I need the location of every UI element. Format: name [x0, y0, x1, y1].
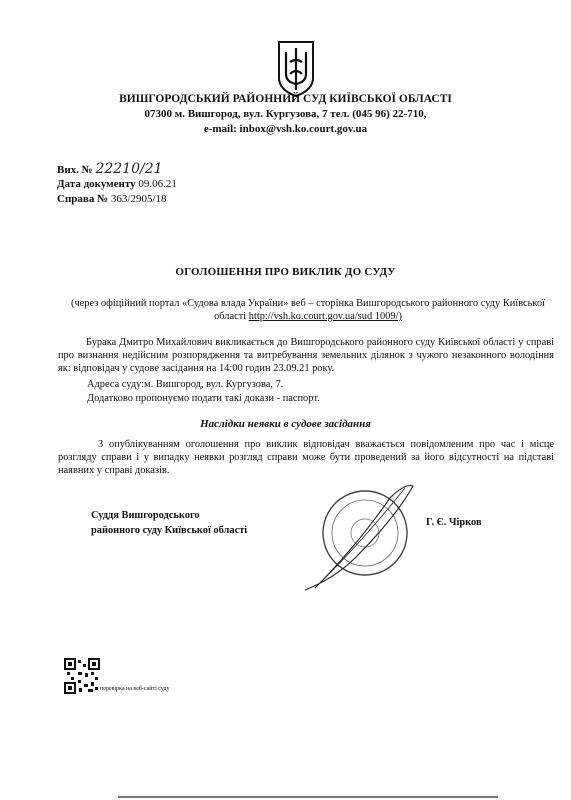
portal-note: [62, 297, 554, 323]
consequences-heading: Наслідки неявки в судове засідання: [200, 418, 371, 430]
outgoing-number-line: [57, 161, 163, 177]
evidence-line: Додатково пропонуємо подати такі докази - паспорт.: [87, 393, 320, 404]
judge-title-line1: Суддя Вишгородського: [91, 510, 200, 521]
judge-title: [91, 508, 247, 538]
consequences-paragraph: З опублікуванням оголошення про виклик відповідач вважається повідомленим про час і місце розгляду справи і у випадку неявки розгляд справи може бути проведений за його відсутності на підставі наявних у справі доказів.: [58, 439, 554, 476]
judge-title-line2: районного суду Київської області: [91, 525, 248, 536]
court-address-line: Адреса суду:м. Вишгород, вул. Кургузова, 7.: [87, 379, 284, 390]
court-name: ВИШГОРОДСЬКИЙ РАЙОННИЙ СУД КИЇВСЬКОЇ ОБЛАСТІ: [119, 93, 452, 105]
scan-edge-line: [118, 796, 498, 798]
coat-of-arms-icon: [276, 40, 316, 98]
outgoing-label: Вих. №: [57, 164, 93, 176]
document-date-value: 09.06.21: [138, 178, 177, 190]
document-date-line: [57, 178, 177, 190]
document-date-label: Дата документу: [57, 178, 136, 190]
case-number-label: Справа №: [57, 193, 109, 205]
court-email: e-mail: inbox@vsh.ko.court.gov.ua: [203, 123, 368, 135]
qr-verification-note: перевірка на веб-сайті суду: [100, 686, 170, 692]
court-address: 07300 м. Вишгород, вул. Кургузова, 7 тел. (045 96) 22-710,: [144, 108, 427, 120]
court-stamp-icon: [295, 478, 425, 598]
qr-code-icon[interactable]: [64, 658, 100, 694]
case-number-line: [57, 193, 167, 205]
portal-text: (через офіційний портал «Судова влада України» веб – сторінка Вишгородського районного суду Київської області: [71, 298, 545, 322]
notice-title: ОГОЛОШЕННЯ ПРО ВИКЛИК ДО СУДУ: [175, 266, 396, 278]
summons-paragraph: Бурака Дмитро Михайлович викликається до Вишгородського районного суду Київської області у справі про визнання недійсним розпорядження та витребування земельних ділянок з чужого незаконного володіння як: відповідач у судове засідання на 14:00 годин 23.09.21 року.: [58, 337, 554, 374]
outgoing-number-handwritten: 22210/21: [95, 161, 163, 177]
case-number-value: 363/2905/18: [110, 193, 167, 205]
judge-name: Г. Є. Чірков: [426, 517, 482, 528]
portal-link[interactable]: http://vsh.ko.court.gov.ua/sud 1009/): [248, 311, 402, 322]
